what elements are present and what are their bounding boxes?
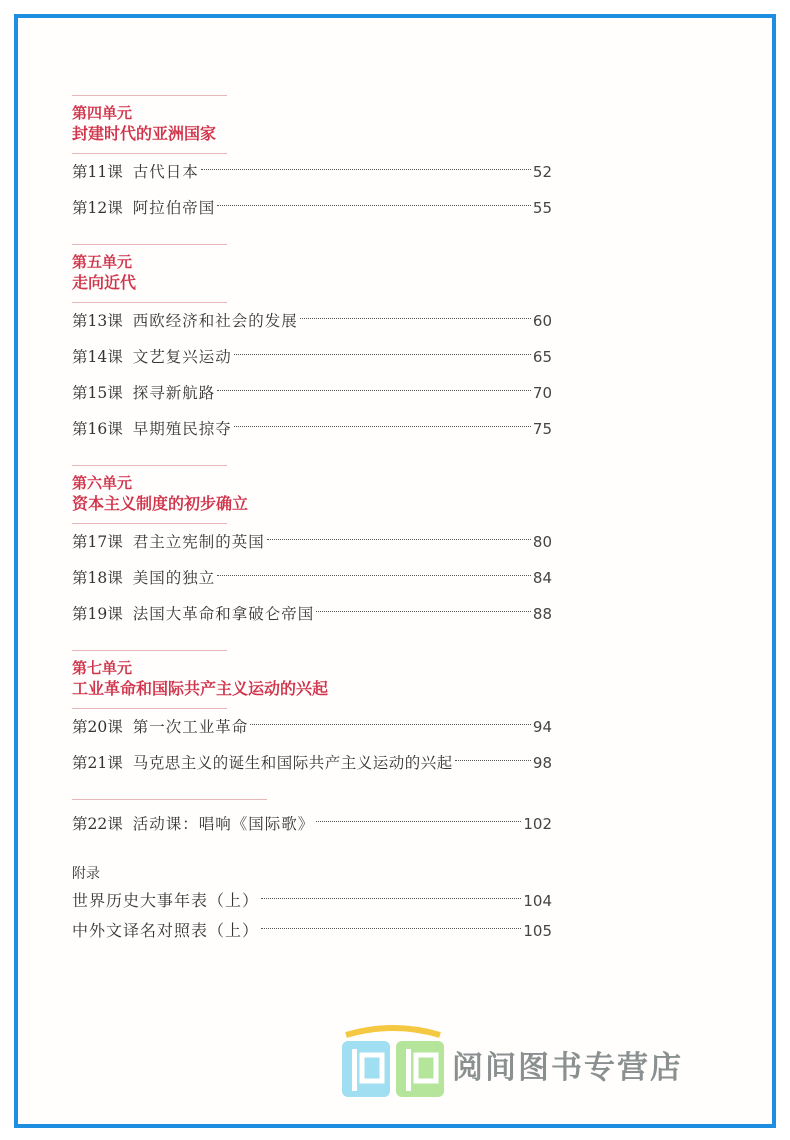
- appendix-entry-title: 世界历史大事年表（上）: [72, 891, 260, 910]
- toc-entry-lesson-21[interactable]: [72, 745, 552, 781]
- dot-leader: [250, 724, 531, 725]
- unit-rule-top: [72, 650, 227, 651]
- lesson-title: 美国的独立: [132, 569, 216, 587]
- unit-7: [72, 650, 552, 781]
- unit-5: [72, 244, 552, 447]
- unit-title: 走向近代: [72, 273, 137, 292]
- lesson-label: 第15课: [72, 384, 123, 402]
- dot-leader: [234, 426, 531, 427]
- lesson-title: 早期殖民掠夺: [132, 420, 232, 438]
- toc-entry-lesson-11[interactable]: [72, 154, 552, 190]
- unit-number: 第四单元: [72, 104, 133, 122]
- page-number: 80: [532, 533, 552, 551]
- lesson-title: 探寻新航路: [132, 384, 216, 402]
- unit-rule-top: [72, 95, 227, 96]
- dot-leader: [261, 898, 521, 899]
- appendix-section: [72, 864, 552, 946]
- lesson-label: 第16课: [72, 420, 123, 438]
- lesson-label: 第20课: [72, 718, 123, 736]
- page-number: 75: [532, 420, 552, 438]
- dot-leader: [316, 821, 521, 822]
- dot-leader: [455, 760, 531, 761]
- unit-6: [72, 465, 552, 632]
- page-number: 104: [523, 892, 552, 910]
- lesson-label: 第22课: [72, 815, 123, 833]
- toc-entry-lesson-15[interactable]: [72, 375, 552, 411]
- dot-leader: [217, 575, 531, 576]
- dot-leader: [316, 611, 531, 612]
- lesson-title: 君主立宪制的英国: [132, 533, 265, 551]
- lesson-label: 第12课: [72, 199, 123, 217]
- toc-entry-lesson-16[interactable]: [72, 411, 552, 447]
- dot-leader: [201, 169, 531, 170]
- toc-entry-lesson-18[interactable]: [72, 560, 552, 596]
- page-number: 105: [523, 922, 552, 940]
- page-number: 102: [523, 815, 552, 833]
- activity-rule: [72, 799, 267, 800]
- unit-title: 工业革命和国际共产主义运动的兴起: [72, 679, 329, 698]
- toc-entry-lesson-19[interactable]: [72, 596, 552, 632]
- toc-entry-lesson-12[interactable]: [72, 190, 552, 226]
- dot-leader: [267, 539, 531, 540]
- page-number: 60: [532, 312, 552, 330]
- unit-4: [72, 95, 552, 226]
- dot-leader: [261, 928, 521, 929]
- toc-entry-lesson-14[interactable]: [72, 339, 552, 375]
- toc-entry-lesson-22[interactable]: [72, 806, 552, 842]
- page-number: 88: [532, 605, 552, 623]
- lesson-title: 法国大革命和拿破仑帝国: [132, 605, 315, 623]
- dot-leader: [217, 205, 531, 206]
- page-number: 98: [532, 754, 552, 772]
- dot-leader: [217, 390, 531, 391]
- dot-leader: [300, 318, 531, 319]
- dot-leader: [234, 354, 531, 355]
- toc-entry-lesson-13[interactable]: [72, 303, 552, 339]
- toc-entry-appendix-2[interactable]: [72, 916, 552, 946]
- page-number: 52: [532, 163, 552, 181]
- toc-entry-appendix-1[interactable]: [72, 886, 552, 916]
- page-number: 94: [532, 718, 552, 736]
- unit-number: 第六单元: [72, 474, 133, 492]
- unit-number: 第五单元: [72, 253, 133, 271]
- lesson-title: 西欧经济和社会的发展: [132, 312, 298, 330]
- appendix-title: 附录: [72, 866, 100, 882]
- lesson-label: 第18课: [72, 569, 123, 587]
- lesson-title: 文艺复兴运动: [132, 348, 232, 366]
- unit-title: 封建时代的亚洲国家: [72, 124, 217, 143]
- lesson-label: 第21课: [72, 754, 123, 772]
- store-name: 阅间图书专营店: [452, 1049, 683, 1086]
- lesson-title: 活动课：唱响《国际歌》: [132, 815, 315, 833]
- unit-rule-top: [72, 244, 227, 245]
- lesson-label: 第14课: [72, 348, 123, 366]
- lesson-title: 古代日本: [132, 163, 199, 181]
- activity-section: [72, 799, 552, 842]
- page-number: 65: [532, 348, 552, 366]
- store-logo-icon: [338, 1025, 448, 1103]
- toc-entry-lesson-20[interactable]: [72, 709, 552, 745]
- appendix-entry-title: 中外文译名对照表（上）: [72, 921, 260, 940]
- lesson-label: 第11课: [72, 163, 123, 181]
- watermark: [338, 1025, 683, 1103]
- unit-rule-top: [72, 465, 227, 466]
- page-number: 70: [532, 384, 552, 402]
- lesson-title: 第一次工业革命: [132, 718, 249, 736]
- lesson-label: 第17课: [72, 533, 123, 551]
- toc-entry-lesson-17[interactable]: [72, 524, 552, 560]
- lesson-title: 阿拉伯帝国: [132, 199, 216, 217]
- lesson-title: 马克思主义的诞生和国际共产主义运动的兴起: [132, 754, 453, 772]
- unit-title: 资本主义制度的初步确立: [72, 494, 249, 513]
- page-number: 55: [532, 199, 552, 217]
- lesson-label: 第13课: [72, 312, 123, 330]
- lesson-label: 第19课: [72, 605, 123, 623]
- unit-number: 第七单元: [72, 659, 133, 677]
- page-number: 84: [532, 569, 552, 587]
- table-of-contents: [72, 95, 552, 946]
